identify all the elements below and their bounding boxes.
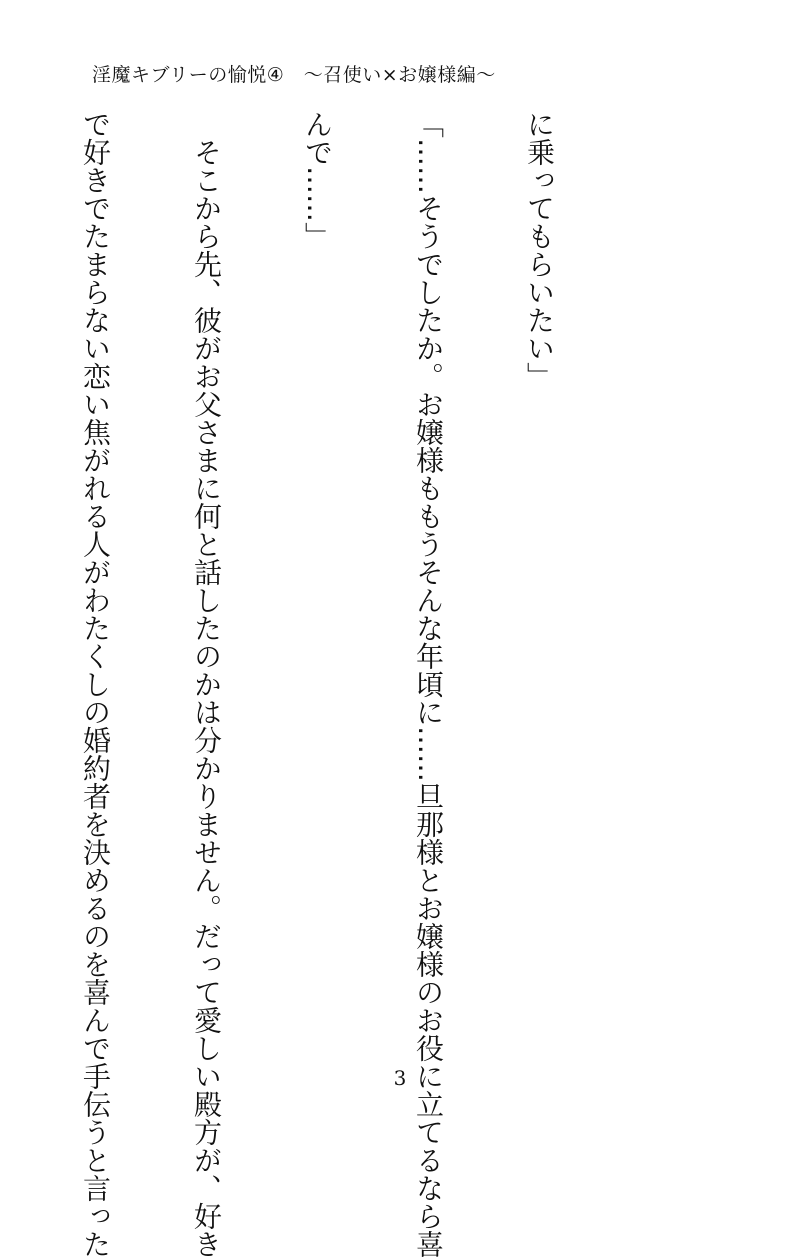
text-line: んで……」: [301, 110, 334, 250]
page-number: 3: [393, 1066, 407, 1090]
text-line: [0, 110, 3, 1050]
body-text: [0, 110, 632, 1258]
text-line: そこから先、彼がお父さまに何と話したのかは分かりません。だって愛しい殿方が、好き: [190, 110, 223, 1258]
running-title: 淫魔キブリーの愉悦④ 〜召使い×お嬢様編〜: [92, 64, 496, 86]
text-line: に乗ってもらいたい」: [523, 110, 556, 390]
text-line: 「……そうでしたか。お嬢様ももうそんな年頃に……旦那様とお嬢様のお役に立てるなら喜: [412, 110, 445, 1258]
text-line: で好きでたまらない恋い焦がれる人がわたくしの婚約者を決めるのを喜んで手伝うと言った: [79, 110, 112, 1258]
